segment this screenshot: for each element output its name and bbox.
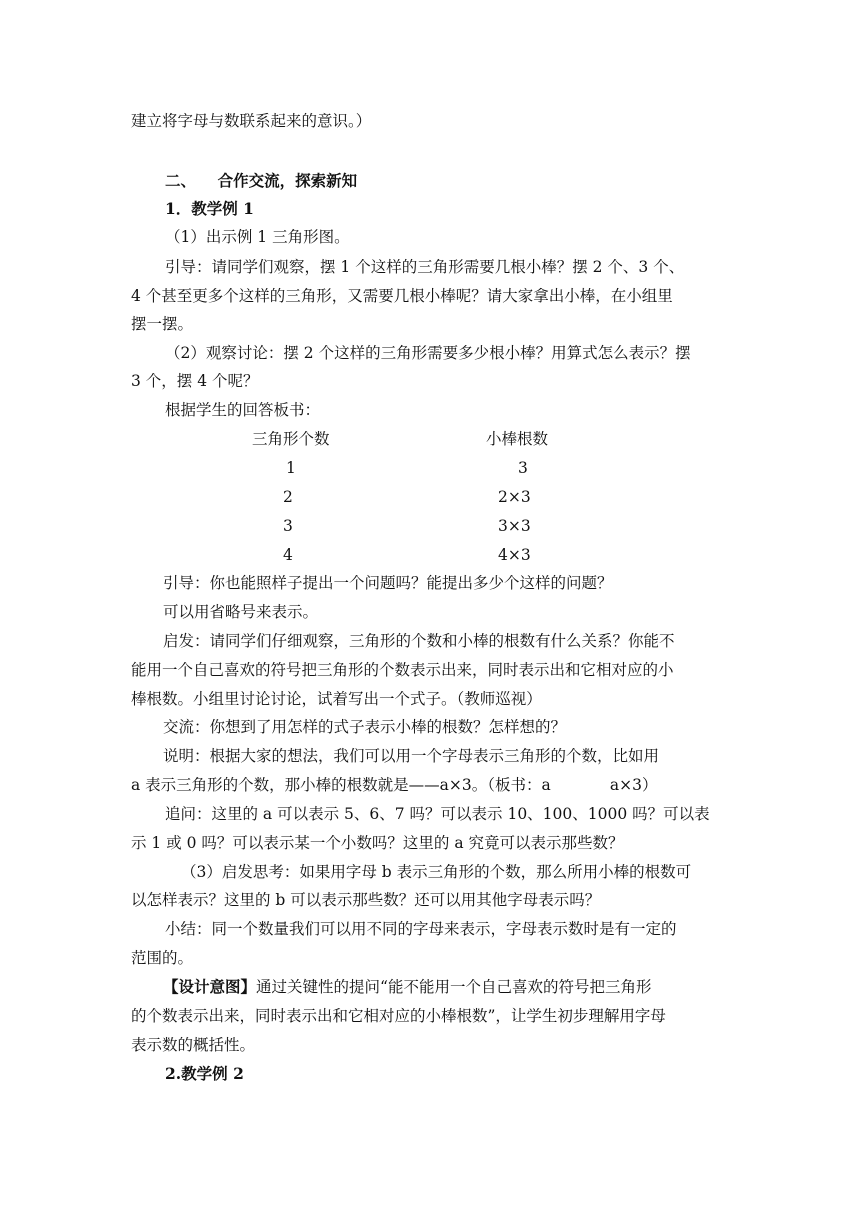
table-cell: 3 — [518, 459, 528, 477]
paragraph-line: 范围的。 — [131, 949, 194, 967]
paragraph-line: 小结：同一个数量我们可以用不同的字母来表示，字母表示数时是有一定的 — [165, 920, 677, 938]
design-intent-paragraph — [163, 976, 651, 998]
paragraph-line: 追问：这里的 a 可以表示 5、6、7 吗？可以表示 10、100、1000 吗？可以表 — [165, 805, 710, 823]
table-cell: 3×3 — [498, 517, 531, 535]
table-cell: 1 — [286, 459, 296, 477]
paragraph-line: 可以用省略号来表示。 — [163, 603, 319, 621]
paragraph-line: 能用一个自己喜欢的符号把三角形的个数表示出来，同时表示出和它相对应的小 — [131, 661, 674, 679]
paragraph-line: 建立将字母与数联系起来的意识。） — [131, 112, 372, 130]
table-cell: 4×3 — [498, 546, 531, 564]
paragraph-line: （1）出示例 1 三角形图。 — [165, 228, 350, 246]
table-cell: 2×3 — [498, 488, 531, 506]
subsection-heading: 1．教学例 1 — [165, 199, 254, 218]
paragraph-line: 引导：你也能照样子提出一个问题吗？能提出多少个这样的问题？ — [163, 574, 613, 592]
section-heading: 二、 合作交流，探索新知 — [165, 171, 358, 190]
paragraph-line: （2）观察讨论：摆 2 个这样的三角形需要多少根小棒？用算式怎么表示？摆 — [165, 344, 691, 362]
paragraph-line: 摆一摆。 — [131, 315, 194, 333]
paragraph-line: 根据学生的回答板书： — [165, 401, 321, 419]
paragraph-line: 交流：你想到了用怎样的式子表示小棒的根数？怎样想的？ — [163, 718, 567, 736]
table-header-stick-count: 小棒根数 — [486, 430, 549, 448]
paragraph-line: 以怎样表示？这里的 b 可以表示那些数？还可以用其他字母表示吗？ — [131, 891, 601, 909]
subsection-heading: 2.教学例 2 — [165, 1064, 244, 1083]
paragraph-line: 3 个，摆 4 个呢？ — [131, 372, 259, 390]
paragraph-line: 棒根数。小组里讨论讨论，试着写出一个式子。（教师巡视） — [131, 690, 542, 708]
table-cell: 2 — [283, 488, 293, 506]
paragraph-line: a 表示三角形的个数，那小棒的根数就是——a×3。（板书：a a×3） — [131, 776, 658, 794]
paragraph-line: 引导：请同学们观察，摆 1 个这样的三角形需要几根小棒？摆 2 个、3 个、 — [165, 258, 685, 276]
table-cell: 3 — [283, 517, 293, 535]
paragraph-line: 4 个甚至更多个这样的三角形，又需要几根小棒呢？请大家拿出小棒，在小组里 — [131, 287, 673, 305]
paragraph-line: 的个数表示出来，同时表示出和它相对应的小棒根数”，让学生初步理解用字母 — [131, 1007, 666, 1025]
paragraph-line: 启发：请同学们仔细观察，三角形的个数和小棒的根数有什么关系？你能不 — [163, 632, 675, 650]
paragraph-line: 表示数的概括性。 — [131, 1036, 256, 1054]
paragraph-line: 示 1 或 0 吗？可以表示某一个小数吗？这里的 a 究竟可以表示那些数？ — [131, 834, 624, 852]
table-cell: 4 — [283, 546, 293, 564]
paragraph-line: （3）启发思考：如果用字母 b 表示三角形的个数，那么所用小棒的根数可 — [181, 863, 692, 881]
design-intent-text: 通过关键性的提问“能不能用一个自己喜欢的符号把三角形 — [256, 978, 652, 996]
paragraph-line: 说明：根据大家的想法，我们可以用一个字母表示三角形的个数，比如用 — [163, 747, 660, 765]
design-intent-label: 【设计意图】 — [163, 977, 257, 996]
table-header-triangle-count: 三角形个数 — [252, 430, 330, 448]
